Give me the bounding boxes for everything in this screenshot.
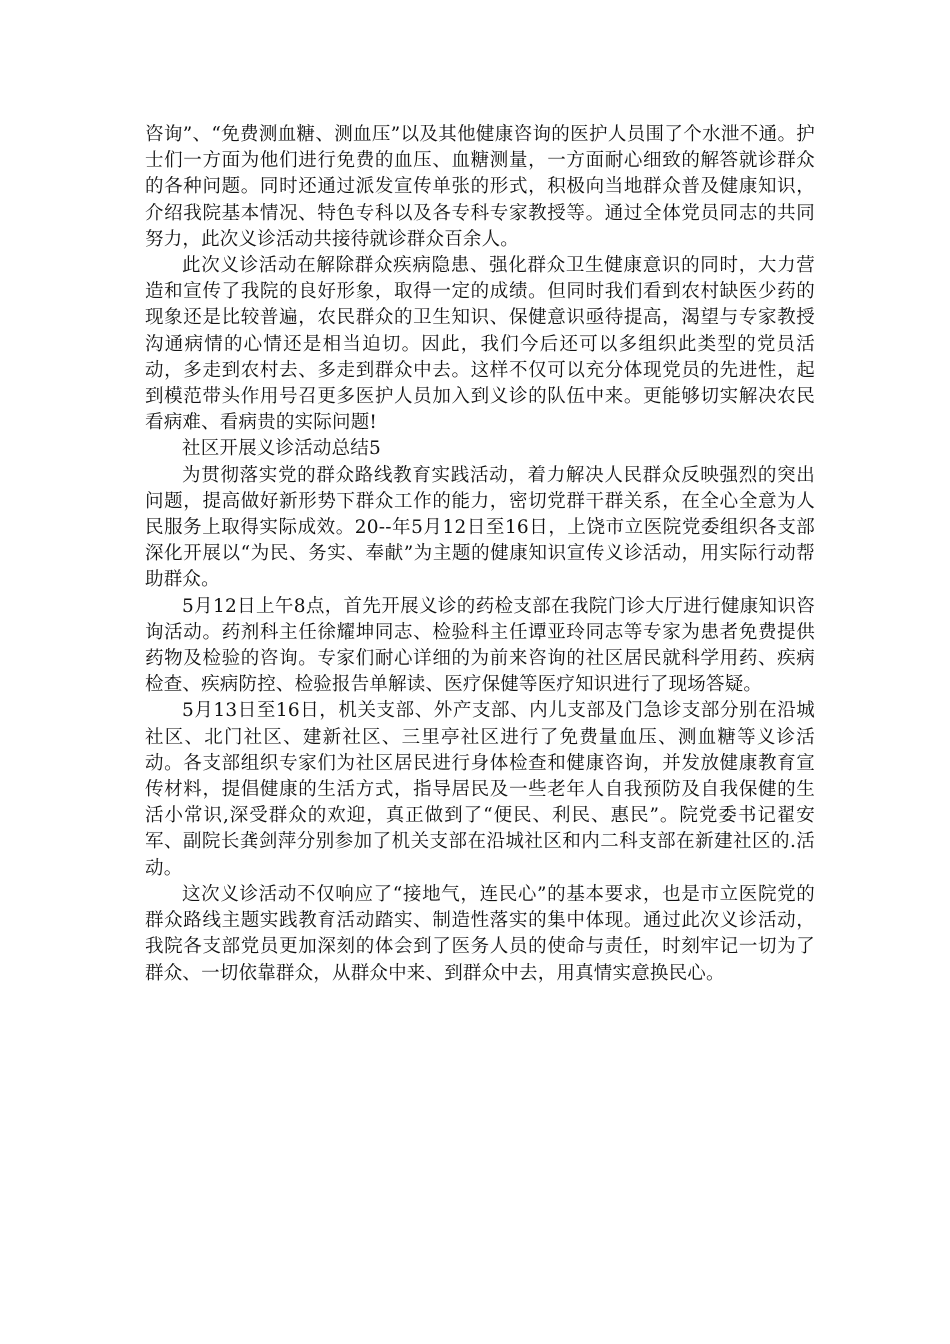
- paragraph-intro: 为贯彻落实党的群众路线教育实践活动，着力解决人民群众反映强烈的突出问题，提高做好新形势下群众工作的能力，密切党群干群关系，在全心全意为人民服务上取得实际成效。20--年5月12日至16日，上饶市立医院党委组织各支部深化开展以“为民、务实、奉献”为主题的健康知识宣传义诊活动，用实际行动帮助群众。: [145, 464, 815, 591]
- paragraph-conclusion: 这次义诊活动不仅响应了“接地气，连民心”的基本要求，也是市立医院党的群众路线主题实践教育活动踏实、制造性落实的集中体现。通过此次义诊活动，我院各支部党员更加深刻的体会到了医务人员的使命与责任，时刻牢记一切为了群众、一切依靠群众，从群众中来、到群众中去，用真情实意换民心。: [145, 883, 815, 984]
- paragraph-may-13-16: 5月13日至16日，机关支部、外产支部、内儿支部及门急诊支部分别在沿城社区、北门社区、建新社区、三里亭社区进行了免费量血压、测血糖等义诊活动。各支部组织专家们为社区居民进行身体检查和健康咨询，并发放健康教育宣传材料，提倡健康的生活方式，指导居民及一些老年人自我预防及自我保健的生活小常识,深受群众的欢迎，真正做到了“便民、利民、惠民”。院党委书记翟安军、副院长龚剑萍分别参加了机关支部在沿城社区和内二科支部在新建社区的.活动。: [145, 700, 815, 879]
- paragraph-continuation: 咨询”、“免费测血糖、测血压”以及其他健康咨询的医护人员围了个水泄不通。护士们一方面为他们进行免费的血压、血糖测量，一方面耐心细致的解答就诊群众的各种问题。同时还通过派发宣传单张的形式，积极向当地群众普及健康知识，介绍我院基本情况、特色专科以及各专科专家教授等。通过全体党员同志的共同努力，此次义诊活动共接待就诊群众百余人。: [145, 124, 815, 250]
- document-body: [145, 122, 815, 987]
- paragraph-may-12: 5月12日上午8点，首先开展义诊的药检支部在我院门诊大厅进行健康知识咨询活动。药剂科主任徐耀坤同志、检验科主任谭亚玲同志等专家为患者免费提供药物及检验的咨询。专家们耐心详细的为前来咨询的社区居民就科学用药、疾病检查、疾病防控、检验报告单解读、医疗保健等医疗知识进行了现场答疑。: [145, 595, 815, 696]
- paragraph-summary: 此次义诊活动在解除群众疾病隐患、强化群众卫生健康意识的同时，大力营造和宣传了我院的良好形象，取得一定的成绩。但同时我们看到农村缺医少药的现象还是比较普遍，农民群众的卫生知识、保健意识亟待提高，渴望与专家教授沟通病情的心情还是相当迫切。因此，我们今后还可以多组织此类型的党员活动，多走到农村去、多走到群众中去。这样不仅可以充分体现党员的先进性，起到模范带头作用号召更多医护人员加入到义诊的队伍中来。更能够切实解决农民看病难、看病贵的实际问题!: [145, 255, 815, 434]
- section-heading: 社区开展义诊活动总结5: [182, 438, 381, 460]
